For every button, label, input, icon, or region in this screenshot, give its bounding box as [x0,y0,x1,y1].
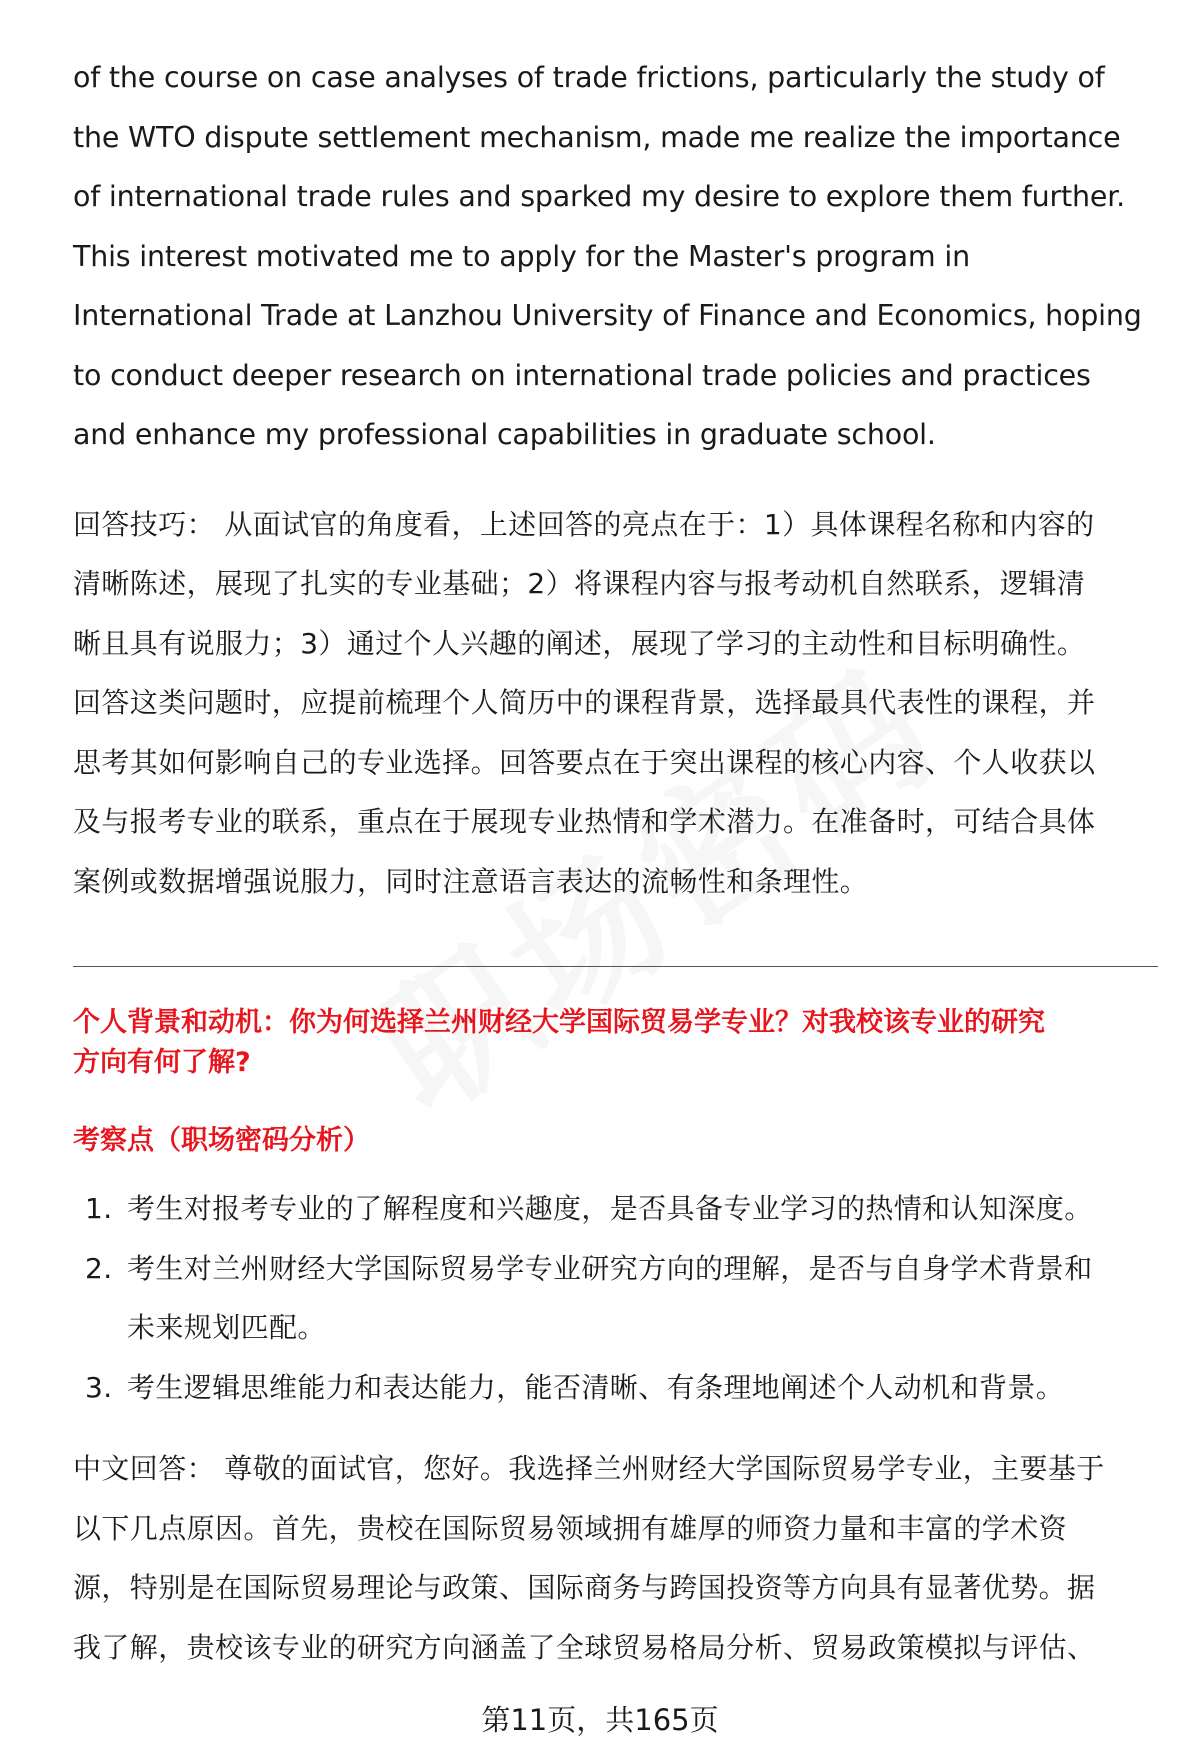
analysis-list [73,1179,1158,1417]
text-line: the WTO dispute settlement mechanism, made me realize the importance [73,120,1121,154]
text-line: 以下几点原因。首先，贵校在国际贸易领域拥有雄厚的师资力量和丰富的学术资 [73,1511,1068,1545]
text-line: of international trade rules and sparked my desire to explore them further. [73,180,1125,213]
list-item [73,1239,1158,1358]
text-line: 清晰陈述，展现了扎实的专业基础；2）将课程内容与报考动机自然联系，逻辑清 [73,567,1086,600]
list-item-number: 1. [85,1192,113,1225]
text-line: 源，特别是在国际贸易理论与政策、国际商务与跨国投资等方向具有显著优势。据 [73,1571,1096,1604]
list-item-text: 考生逻辑思维能力和表达能力，能否清晰、有条理地阐述个人动机和背景。 [127,1370,1065,1404]
analysis-heading: 考察点（职场密码分析） [73,1125,370,1156]
text-line: 回答技巧： 从面试官的角度看，上述回答的亮点在于：1）具体课程名称和内容的 [73,507,1095,541]
list-item-text: 未来规划匹配。 [127,1311,326,1344]
question-line: 个人背景和动机：你为何选择兰州财经大学国际贸易学专业？对我校该专业的研究 [73,1007,1045,1038]
answer-chinese-paragraph [73,1439,1158,1677]
list-item-text: 考生对兰州财经大学国际贸易学专业研究方向的理解，是否与自身学术背景和 [127,1251,1093,1285]
list-item-text: 考生对报考专业的了解程度和兴趣度，是否具备专业学习的热情和认知深度。 [127,1192,1093,1225]
text-line: 及与报考专业的联系，重点在于展现专业热情和学术潜力。在准备时，可结合具体 [73,805,1096,838]
text-line: 我了解，贵校该专业的研究方向涵盖了全球贸易格局分析、贸易政策模拟与评估、 [73,1630,1096,1664]
list-item [73,1179,1158,1239]
text-line: 中文回答： 尊敬的面试官，您好。我选择兰州财经大学国际贸易学专业，主要基于 [73,1452,1105,1485]
document-page [73,48,1158,1677]
text-line: 案例或数据增强说服力，同时注意语言表达的流畅性和条理性。 [73,864,869,898]
page-footer [0,1700,1200,1740]
tips-paragraph [73,495,1158,912]
text-line: of the course on case analyses of trade frictions, particularly the study of [73,61,1105,94]
section-divider [73,966,1158,967]
page-number: 第11页，共165页 [481,1703,719,1737]
question-line: 方向有何了解? [73,1047,251,1078]
list-item-number: 2. [85,1251,113,1285]
list-item [73,1358,1158,1418]
text-line: 晰且具有说服力；3）通过个人兴趣的阐述，展现了学习的主动性和目标明确性。 [73,626,1086,660]
text-line: This interest motivated me to apply for the Master's program in [73,239,970,273]
text-line: and enhance my professional capabilities in graduate school. [73,418,936,451]
list-item-number: 3. [85,1370,113,1404]
text-line: International Trade at Lanzhou University of Finance and Economics, hoping [73,299,1142,332]
text-line: 回答这类问题时，应提前梳理个人简历中的课程背景，选择最具代表性的课程，并 [73,686,1096,719]
intro-english-paragraph [73,48,1158,465]
text-line: 思考其如何影响自己的专业选择。回答要点在于突出课程的核心内容、个人收获以 [73,745,1096,779]
text-line: to conduct deeper research on international trade policies and practices [73,358,1091,392]
question-heading [73,1003,1158,1083]
